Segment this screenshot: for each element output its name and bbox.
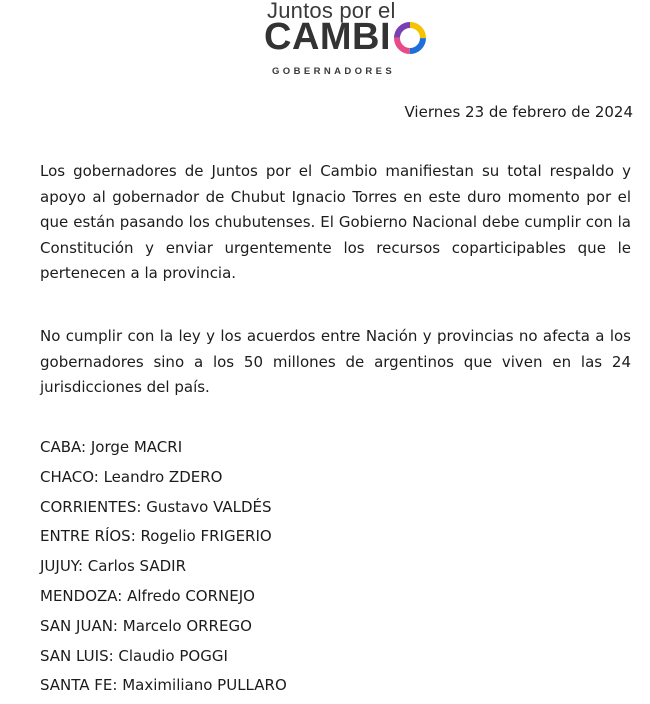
logo-ring-o [393,21,427,55]
logo-ring-icon [393,21,427,55]
logo-top-text: Juntos por el [267,0,396,23]
governor-entry: SAN JUAN: Marcelo ORREGO [40,616,252,635]
juntos-por-el-cambio-logo [0,0,650,82]
logo-main-text: CAMBI [264,16,392,58]
paragraph-support: Los gobernadores de Juntos por el Cambio manifiestan su total respaldo y apoyo al gobernador de Chubut Ignacio Torres en este duro momento por el que están pasando los chubutenses. El Gobierno Nacional debe cumplir con la Constitución y enviar urgentemente los recursos coparticipables que le pertenecen a la provincia. [40,162,631,282]
governor-entry: SAN LUIS: Claudio POGGI [40,646,228,665]
paragraph-law: No cumplir con la ley y los acuerdos entre Nación y provincias no afecta a los gobernadores sino a los 50 millones de argentinos que viven en las 24 jurisdicciones del país. [40,327,631,396]
governor-entry: ENTRE RÍOS: Rogelio FRIGERIO [40,527,272,546]
governors-list [40,436,287,704]
logo-main-wordmark [264,16,427,58]
governor-entry: CABA: Jorge MACRI [40,438,183,456]
logo-subtitle: GOBERNADORES [272,66,396,77]
document-date: Viernes 23 de febrero de 2024 [404,103,633,121]
governor-entry: CORRIENTES: Gustavo VALDÉS [40,497,272,516]
governor-entry: MENDOZA: Alfredo CORNEJO [40,586,255,605]
governor-entry: JUJUY: Carlos SADIR [40,557,187,576]
governor-entry: SANTA FE: Maximiliano PULLARO [40,676,287,695]
governor-entry: CHACO: Leandro ZDERO [40,467,223,486]
